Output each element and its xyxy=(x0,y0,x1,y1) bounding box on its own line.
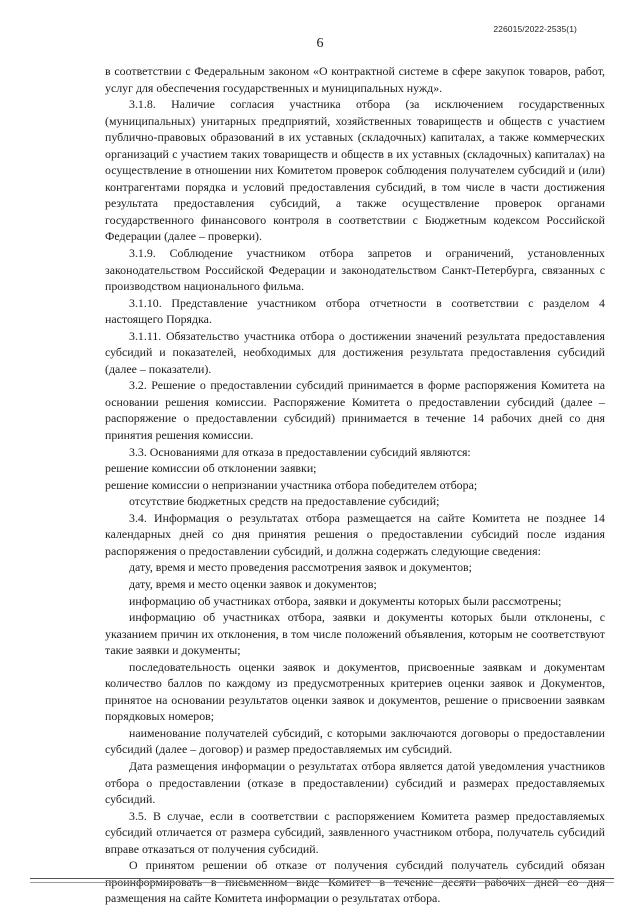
paragraph-continuation: в соответствии с Федеральным законом «О контрактной системе в сфере закупок товаров, работ, услуг для обеспечения государственных и муниципальных нужд». xyxy=(105,64,605,95)
paragraph-refusal-notice: О принятом решении об отказе от получения субсидий получатель субсидий обязан проинформировать в письменном виде Комитет в течение десяти рабочих дней со дня размещения на сайте Комитета информации о результатах отбора. xyxy=(105,858,605,906)
paragraph-3-3: 3.3. Основаниями для отказа в предоставлении субсидий являются: xyxy=(129,444,471,459)
paragraph-3-1-10: 3.1.10. Представление участником отбора отчетности в соответствии с разделом 4 настоящего Порядка. xyxy=(105,295,605,327)
list-item: дату, время и место проведения рассмотрения заявок и документов; xyxy=(129,560,472,575)
paragraph-3-1-9: 3.1.9. Соблюдение участником отбора запретов и ограничений, установленных законодательством Российской Федерации и законодательством Санкт-Петербурга, связанных с производством национального фильма. xyxy=(105,246,605,294)
page-number: 6 xyxy=(316,36,324,51)
paragraph-3-5: 3.5. В случае, если в соответствии с распоряжением Комитета размер предоставляемых субсидий отличается от размера субсидий, заявленного участником отбора, получатель субсидий вправе отказаться от получения субсидий. xyxy=(105,808,605,856)
paragraph-publication-date: Дата размещения информации о результатах отбора является датой уведомления участников отбора о предоставлении (отказе в предоставлении) субсидий и размерах предоставляемых субсидий. xyxy=(105,758,605,807)
list-item: информацию об участниках отбора, заявки и документы которых были рассмотрены; xyxy=(129,593,562,608)
list-item: наименование получателей субсидий, с которыми заключаются договоры о предоставлении субсидий (далее – договор) и размер предоставляемых им субсидий. xyxy=(105,725,605,757)
paragraph-3-4: 3.4. Информация о результатах отбора размещается на сайте Комитета не позднее 14 календарных дней со дня принятия решения о предоставлении субсидий после издания распоряжения о предоставлении субсидий, и должна содержать следующие сведения: xyxy=(105,510,605,558)
list-item: решение комиссии о непризнании участника отбора победителем отбора; xyxy=(105,477,478,492)
list-item: последовательность оценки заявок и документов, присвоенные заявкам и документам количество баллов по каждому из предусмотренных критериев оценки заявок и Документов, принятое на основании результатов оценки заявок и документов, решение о присвоении заявкам порядковых номеров; xyxy=(105,659,605,724)
document-body xyxy=(105,63,605,907)
paragraph-3-2: 3.2. Решение о предоставлении субсидий принимается в форме распоряжения Комитета на основании решения комиссии. Распоряжение Комитета о предоставлении субсидий (далее – распоряжение о предоставлении субсидий) принимается в течение 14 рабочих дней со дня принятия решения комиссии. xyxy=(105,378,605,443)
paragraph-3-1-11: 3.1.11. Обязательство участника отбора о достижении значений результата предоставления субсидий и показателей, необходимых для достижения результата предоставления субсидий (далее – показатели). xyxy=(105,328,605,376)
list-item: информацию об участниках отбора, заявки и документы которых были отклонены, с указанием причин их отклонения, в том числе положений объявления, которым не соответствуют такие заявки и документы; xyxy=(105,610,605,658)
list-item: отсутствие бюджетных средств на предоставление субсидий; xyxy=(129,494,440,509)
list-item: решение комиссии об отклонении заявки; xyxy=(105,461,317,476)
paragraph-3-1-8: 3.1.8. Наличие согласия участника отбора (за исключением государственных (муниципальных) унитарных предприятий, хозяйственных товариществ и обществ с участием публично-правовых образований в их уставных (складочных) капиталах, а также коммерческих организаций с участием таких товариществ и обществ в их уставных (складочных) капиталах) на осуществление в отношении них Комитетом проверок соблюдения получателем субсидий и (или) контрагентами порядка и условий предоставления субсидий, в том числе в части достижения результата предоставления субсидий, а также осуществление проверок органами государственного финансового контроля в соответствии с Бюджетным кодексом Российской Федерации (далее – проверки). xyxy=(105,97,605,244)
footer-divider-thin xyxy=(30,882,614,883)
list-item: дату, время и место оценки заявок и документов; xyxy=(129,576,377,591)
footer-divider xyxy=(30,878,614,879)
document-registration-number: 226015/2022-2535(1) xyxy=(493,24,577,34)
